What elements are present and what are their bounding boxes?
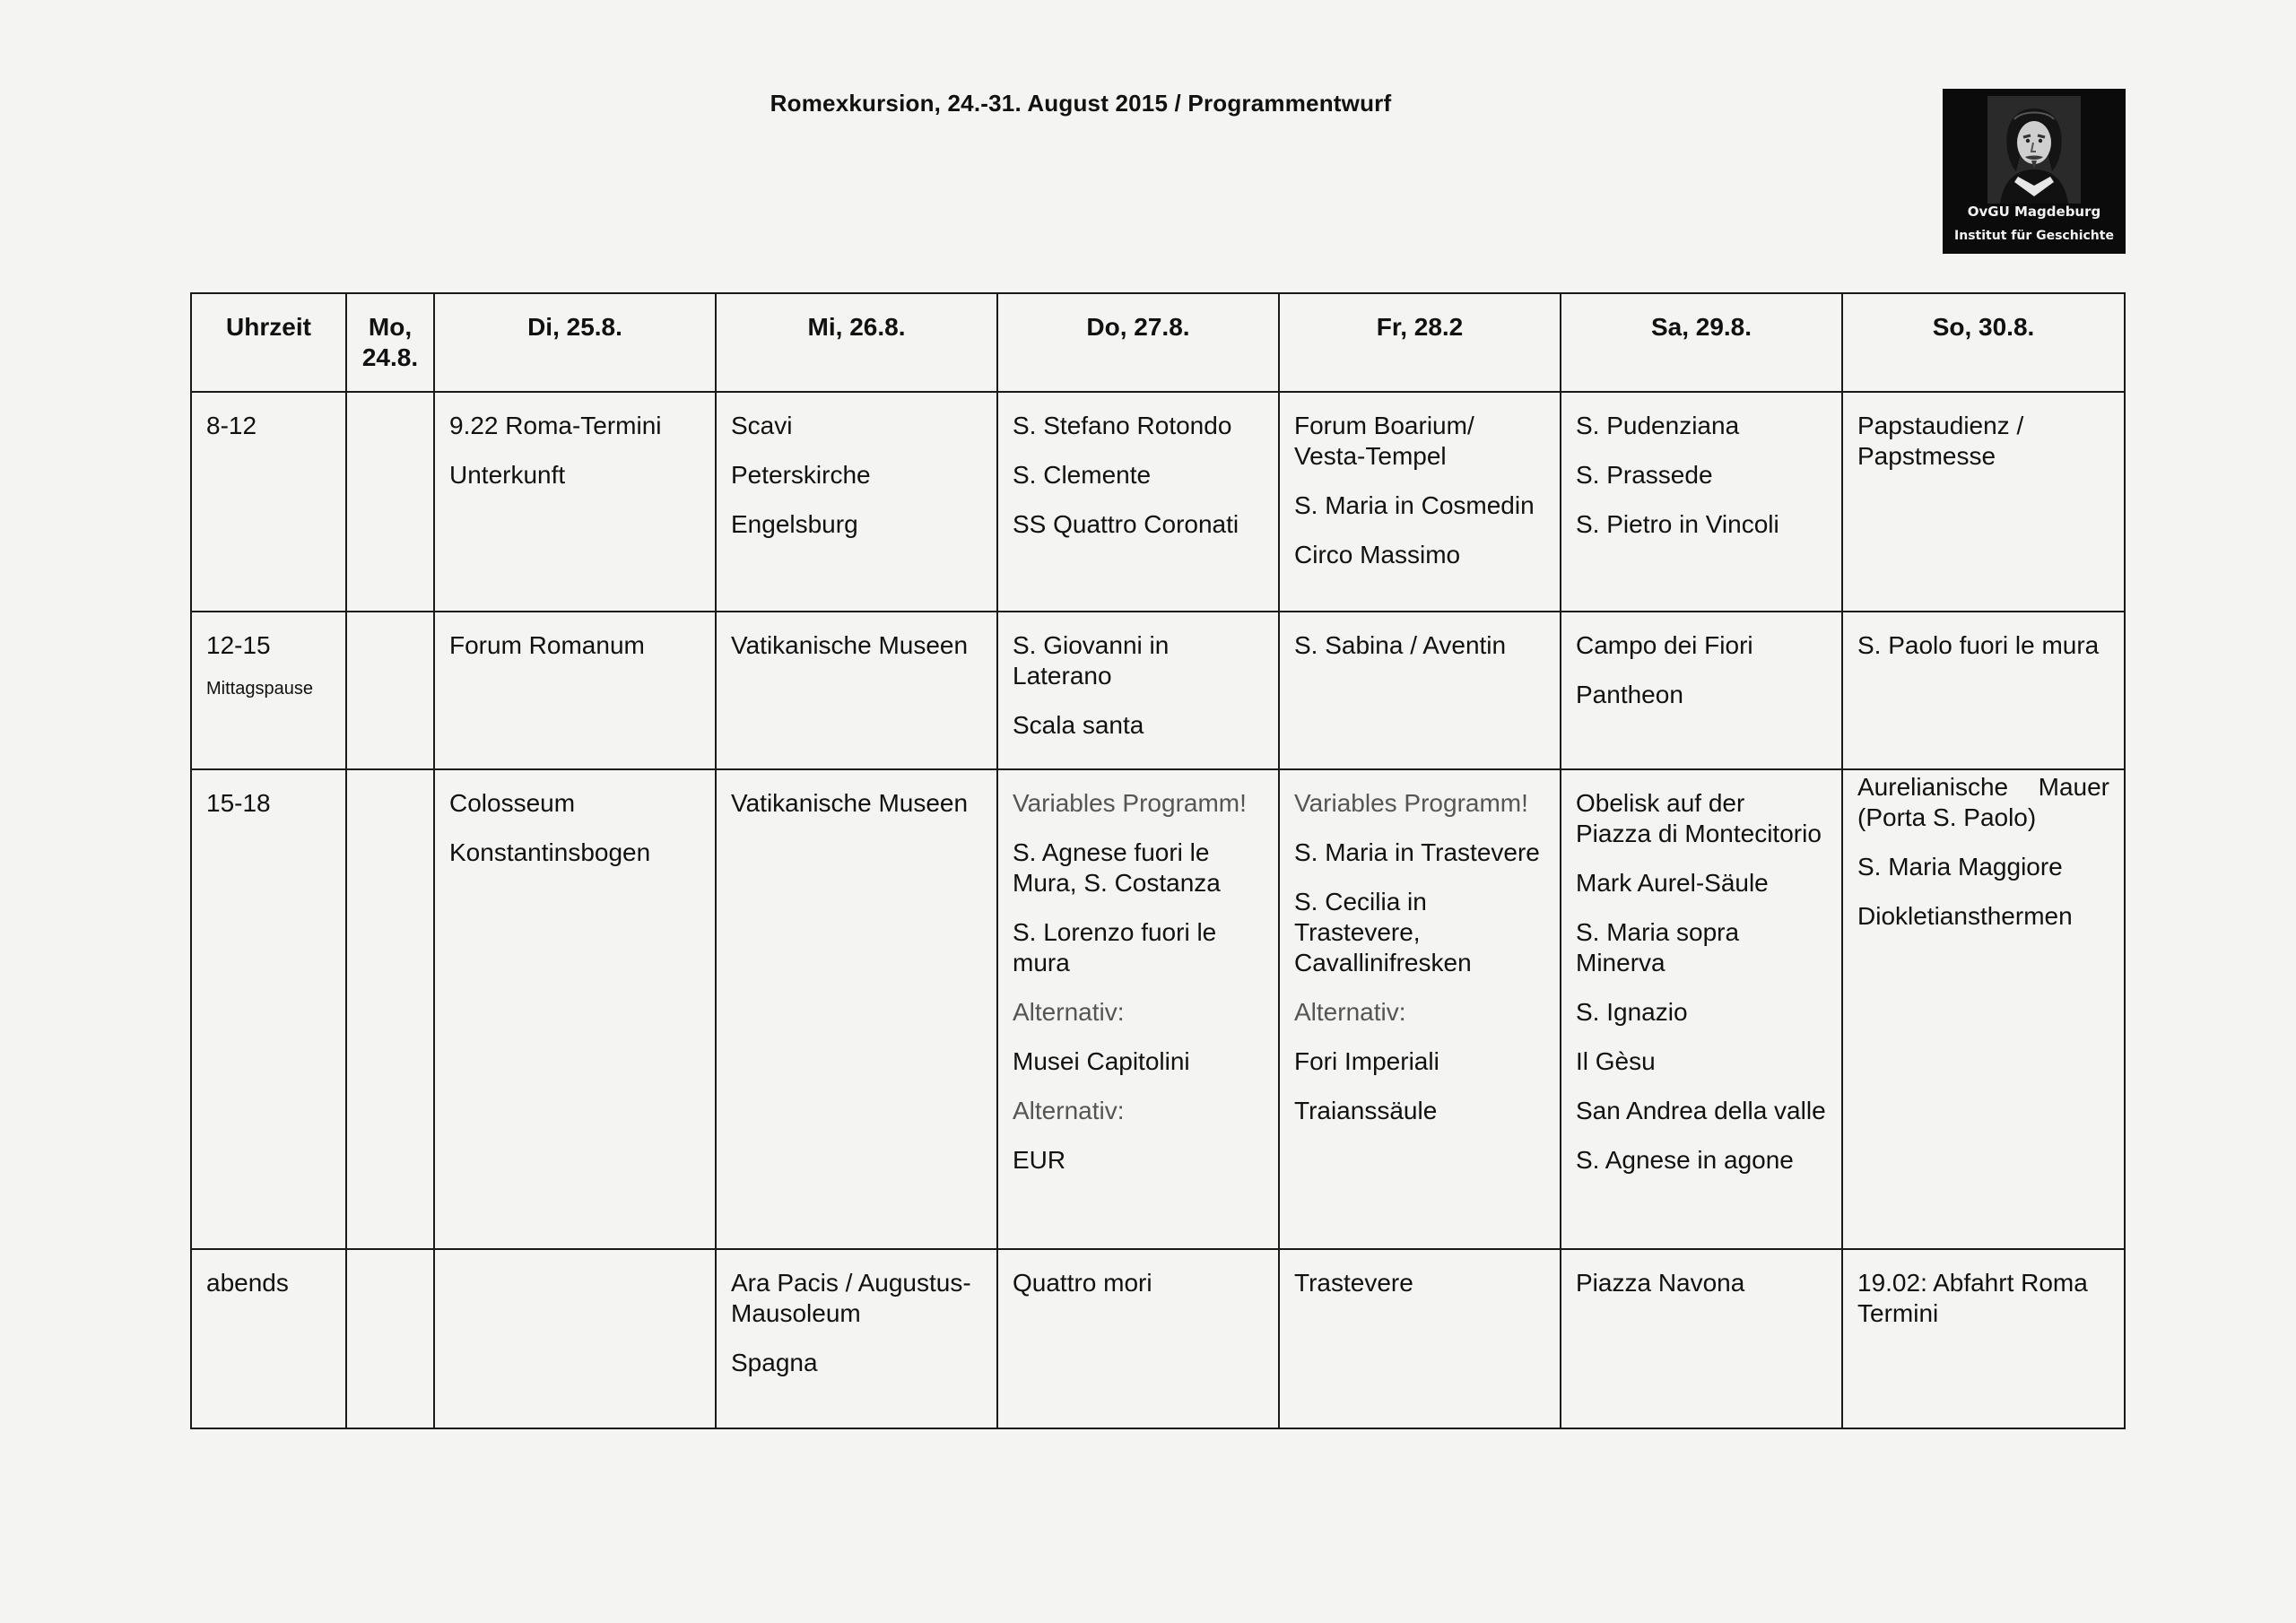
table-row-8-12 [191, 392, 2125, 612]
alternative-label: Alternativ: [1013, 1097, 1125, 1124]
variable-program-note: Variables Programm! [1013, 789, 1247, 817]
schedule-item: Peterskirche [731, 461, 871, 489]
schedule-item: Pantheon [1576, 681, 1683, 708]
logo-institute-name: Institut für Geschichte [1954, 229, 2114, 243]
schedule-cell-sunday [1842, 392, 2125, 612]
schedule-item: Forum Romanum [449, 631, 645, 659]
schedule-item: Konstantinsbogen [449, 838, 651, 866]
schedule-item: Trastevere [1294, 1269, 1413, 1297]
column-header-time: Uhrzeit [191, 293, 346, 392]
schedule-cell-saturday [1561, 612, 1842, 769]
schedule-cell-tuesday [434, 769, 716, 1249]
schedule-item: Piazza Navona [1576, 1269, 1745, 1297]
table-row-12-15 [191, 612, 2125, 769]
schedule-item: Quattro mori [1013, 1269, 1152, 1297]
schedule-cell-thursday [997, 612, 1279, 769]
table-row-15-18 [191, 769, 2125, 1249]
schedule-item: S. Stefano Rotondo [1013, 412, 1232, 439]
time-slot-note: Mittagspause [206, 679, 313, 699]
schedule-item: Papstaudienz / Papstmesse [1857, 412, 2024, 470]
schedule-item: S. Clemente [1013, 461, 1152, 489]
column-header-wednesday: Mi, 26.8. [716, 293, 997, 392]
schedule-item: Il Gèsu [1576, 1047, 1656, 1075]
schedule-item: Fori Imperiali [1294, 1047, 1439, 1075]
schedule-cell-saturday [1561, 392, 1842, 612]
institute-logo [1943, 89, 2126, 254]
schedule-cell-friday [1279, 1249, 1561, 1428]
schedule-cell-wednesday [716, 612, 997, 769]
table-row-evening [191, 1249, 2125, 1428]
schedule-cell-thursday [997, 769, 1279, 1249]
portrait-icon [1987, 96, 2081, 204]
schedule-item: S. Maria sopra Minerva [1576, 918, 1740, 976]
schedule-cell-tuesday [434, 612, 716, 769]
header-row [191, 293, 2125, 392]
schedule-cell-wednesday [716, 392, 997, 612]
schedule-item: S. Ignazio [1576, 998, 1688, 1026]
schedule-cell-sunday [1842, 1249, 2125, 1428]
schedule-item: S. Maria in Cosmedin [1294, 491, 1535, 519]
time-cell [191, 392, 346, 612]
schedule-item: Aurelianische Mauer (Porta S. Paolo) [1857, 773, 2109, 831]
column-header-monday: Mo, 24.8. [346, 293, 434, 392]
schedule-item: Circo Massimo [1294, 541, 1461, 568]
schedule-item: S. Sabina / Aventin [1294, 631, 1507, 659]
schedule-cell-thursday [997, 1249, 1279, 1428]
schedule-cell-wednesday [716, 769, 997, 1249]
logo-university-name: OvGU Magdeburg [1967, 204, 2101, 220]
schedule-item: Spagna [731, 1349, 818, 1376]
alternative-label: Alternativ: [1013, 998, 1125, 1026]
schedule-item: Traianssäule [1294, 1097, 1438, 1124]
column-header-thursday: Do, 27.8. [997, 293, 1279, 392]
time-cell [191, 1249, 346, 1428]
schedule-item: Unterkunft [449, 461, 566, 489]
schedule-item: S. Prassede [1576, 461, 1713, 489]
column-header-friday: Fr, 28.2 [1279, 293, 1561, 392]
schedule-item: S. Agnese fuori le Mura, S. Costanza [1013, 838, 1221, 897]
schedule-item: S. Pudenziana [1576, 412, 1740, 439]
schedule-cell-wednesday [716, 1249, 997, 1428]
schedule-cell-monday [346, 612, 434, 769]
schedule-item: San Andrea della valle [1576, 1097, 1826, 1124]
schedule-item: S. Pietro in Vincoli [1576, 510, 1779, 538]
schedule-item: Scavi [731, 412, 793, 439]
schedule-item: Campo dei Fiori [1576, 631, 1753, 659]
schedule-item: Obelisk auf der Piazza di Montecitorio [1576, 789, 1822, 847]
page-title: Romexkursion, 24.-31. August 2015 / Programmentwurf [770, 90, 1392, 117]
time-cell [191, 769, 346, 1249]
schedule-item: Vatikanische Museen [731, 789, 969, 817]
schedule-cell-friday [1279, 392, 1561, 612]
schedule-item: 19.02: Abfahrt Roma Termini [1857, 1269, 2088, 1327]
schedule-item: Diokletiansthermen [1857, 902, 2073, 930]
schedule-item: S. Lorenzo fuori le mura [1013, 918, 1217, 976]
schedule-cell-sunday [1842, 612, 2125, 769]
time-slot-label: 12-15 [206, 631, 271, 659]
schedule-cell-friday [1279, 769, 1561, 1249]
schedule-cell-saturday [1561, 769, 1842, 1249]
variable-program-note: Variables Programm! [1294, 789, 1528, 817]
schedule-cell-friday [1279, 612, 1561, 769]
schedule-item: Musei Capitolini [1013, 1047, 1190, 1075]
time-cell [191, 612, 346, 769]
alternative-label: Alternativ: [1294, 998, 1406, 1026]
column-header-sunday: So, 30.8. [1842, 293, 2125, 392]
time-slot-label: abends [206, 1269, 289, 1297]
column-header-saturday: Sa, 29.8. [1561, 293, 1842, 392]
schedule-item: Scala santa [1013, 711, 1144, 739]
schedule-cell-saturday [1561, 1249, 1842, 1428]
schedule-cell-monday [346, 769, 434, 1249]
column-header-tuesday: Di, 25.8. [434, 293, 716, 392]
schedule-item: Vatikanische Museen [731, 631, 969, 659]
schedule-item: Engelsburg [731, 510, 858, 538]
schedule-cell-sunday [1842, 769, 2125, 1249]
schedule-item: S. Giovanni in Laterano [1013, 631, 1170, 690]
time-slot-label: 15-18 [206, 789, 271, 817]
schedule-item: S. Cecilia in Trastevere, Cavallinifresken [1294, 888, 1472, 976]
schedule-table [190, 292, 2126, 1429]
schedule-cell-monday [346, 392, 434, 612]
schedule-item: S. Agnese in agone [1576, 1146, 1794, 1174]
schedule-cell-thursday [997, 392, 1279, 612]
schedule-item: 9.22 Roma-Termini [449, 412, 662, 439]
schedule-item: S. Maria Maggiore [1857, 853, 2063, 881]
schedule-item: Colosseum [449, 789, 576, 817]
schedule-item: EUR [1013, 1146, 1066, 1174]
schedule-item: Ara Pacis / Augustus-Mausoleum [731, 1269, 971, 1327]
schedule-item: S. Maria in Trastevere [1294, 838, 1540, 866]
schedule-item: SS Quattro Coronati [1013, 510, 1239, 538]
schedule-item: Forum Boarium/ Vesta-Tempel [1294, 412, 1474, 470]
schedule-cell-monday [346, 1249, 434, 1428]
time-slot-label: 8-12 [206, 412, 257, 439]
schedule-cell-tuesday [434, 392, 716, 612]
schedule-item: Mark Aurel-Säule [1576, 869, 1769, 897]
schedule-item: S. Paolo fuori le mura [1857, 631, 2100, 659]
schedule-cell-tuesday [434, 1249, 716, 1428]
